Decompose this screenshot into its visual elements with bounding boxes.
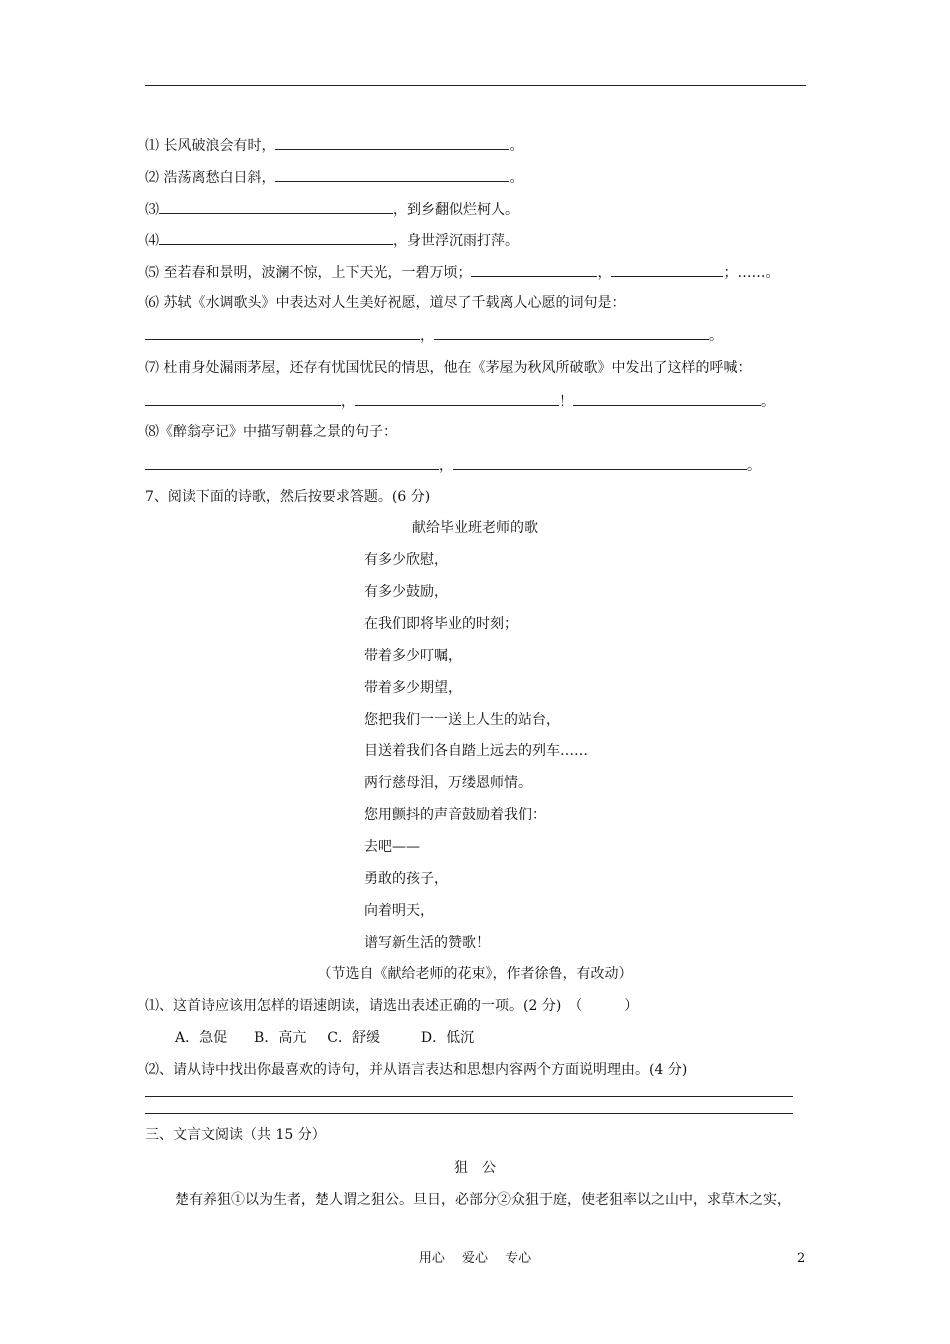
fill-item-3: ⑶ ，到乡翻似烂柯人。: [145, 199, 519, 219]
answer-blank[interactable]: [275, 135, 509, 150]
poem-line: 目送着我们各自踏上远去的列车……: [364, 743, 588, 759]
answer-blank[interactable]: [573, 391, 761, 406]
fill-item-7-prompt: ⑺ 杜甫身处漏雨茅屋，还存有忧国忧民的情思，他在《茅屋为秋风所破歌》中发出了这样的呼喊：: [145, 360, 752, 376]
option-a[interactable]: A．急促: [175, 1030, 228, 1046]
poem-line: 带着多少期望，: [364, 680, 462, 696]
answer-blank[interactable]: [145, 325, 420, 340]
poem-title: 献给毕业班老师的歌: [412, 520, 538, 536]
option-d[interactable]: D．低沉: [420, 1030, 475, 1046]
footer-motto: 用心 爱心 专心: [418, 1251, 532, 1266]
fill-item-2: ⑵ 浩荡离愁白日斜， 。: [145, 167, 523, 187]
fill-item-7-answer: ， ！ 。: [145, 391, 775, 411]
passage-text: 楚有养狙①以为生者，楚人谓之狙公。旦日，必部分②众狙于庭，使老狙率以之山中，求草木之实，: [175, 1192, 791, 1208]
poem-line: 您用颤抖的声音鼓励着我们：: [364, 807, 546, 823]
option-b[interactable]: B．高亢: [254, 1030, 307, 1046]
fill-item-4: ⑷ ，身世浮沉雨打萍。: [145, 230, 519, 250]
poem-line: 在我们即将毕业的时刻；: [364, 616, 518, 632]
poem-line: 带着多少叮嘱，: [364, 648, 462, 664]
poem-source: （节选自《献给老师的花束》，作者徐鲁，有改动）: [317, 966, 633, 982]
answer-blank[interactable]: [453, 455, 747, 470]
q7-options: [175, 1028, 474, 1048]
fill-item-8-answer: ， 。: [145, 455, 761, 475]
fill-item-5: ⑸ 至若春和景明，波澜不惊，上下天光，一碧万顷； ， ；……。: [145, 262, 779, 282]
header-rule: [145, 85, 806, 86]
answer-line[interactable]: [145, 1096, 793, 1097]
q7-sub2: ⑵、请从诗中找出你最喜欢的诗句，并从语言表达和思想内容两个方面说明理由。(4 分): [145, 1062, 688, 1078]
answer-blank[interactable]: [145, 391, 341, 406]
poem-line: 两行慈母泪，万缕恩师情。: [364, 775, 532, 791]
poem-line: 有多少欣慰，: [364, 552, 448, 568]
fill-item-6-answer: ， 。: [145, 325, 723, 345]
answer-blank[interactable]: [159, 230, 393, 245]
poem-line: 谱写新生活的赞歌！: [364, 935, 490, 951]
page-number: 2: [797, 1251, 806, 1266]
fill-item-1: ⑴ 长风破浪会有时， 。: [145, 135, 523, 155]
answer-blank[interactable]: [275, 167, 509, 182]
answer-line[interactable]: [145, 1113, 793, 1114]
answer-blank[interactable]: [471, 262, 597, 277]
answer-blank[interactable]: [159, 199, 393, 214]
answer-blank[interactable]: [145, 455, 439, 470]
section3-heading: 三、文言文阅读（共 15 分）: [145, 1127, 326, 1143]
fill-item-8-prompt: ⑻《醉翁亭记》中描写朝暮之景的句子：: [145, 424, 397, 440]
poem-line: 向着明天，: [364, 903, 434, 919]
answer-blank[interactable]: [355, 391, 559, 406]
q7-heading: 7、阅读下面的诗歌，然后按要求答题。(6 分): [145, 489, 431, 505]
fill-item-6-prompt: ⑹ 苏轼《水调歌头》中表达对人生美好祝愿，道尽了千载离人心愿的词句是：: [145, 295, 626, 311]
answer-blank[interactable]: [434, 325, 709, 340]
poem-line: 去吧——: [364, 839, 420, 855]
answer-blank[interactable]: [611, 262, 723, 277]
passage-title: 狙 公: [454, 1160, 496, 1176]
poem-line: 您把我们一一送上人生的站台，: [364, 712, 560, 728]
poem-line: 有多少鼓励，: [364, 584, 448, 600]
q7-sub1: ⑴、这首诗应该用怎样的语速朗读，请选出表述正确的一项。(2 分) （ ）: [145, 998, 639, 1014]
option-c[interactable]: C．舒缓: [327, 1030, 380, 1046]
poem-line: 勇敢的孩子，: [364, 871, 448, 887]
